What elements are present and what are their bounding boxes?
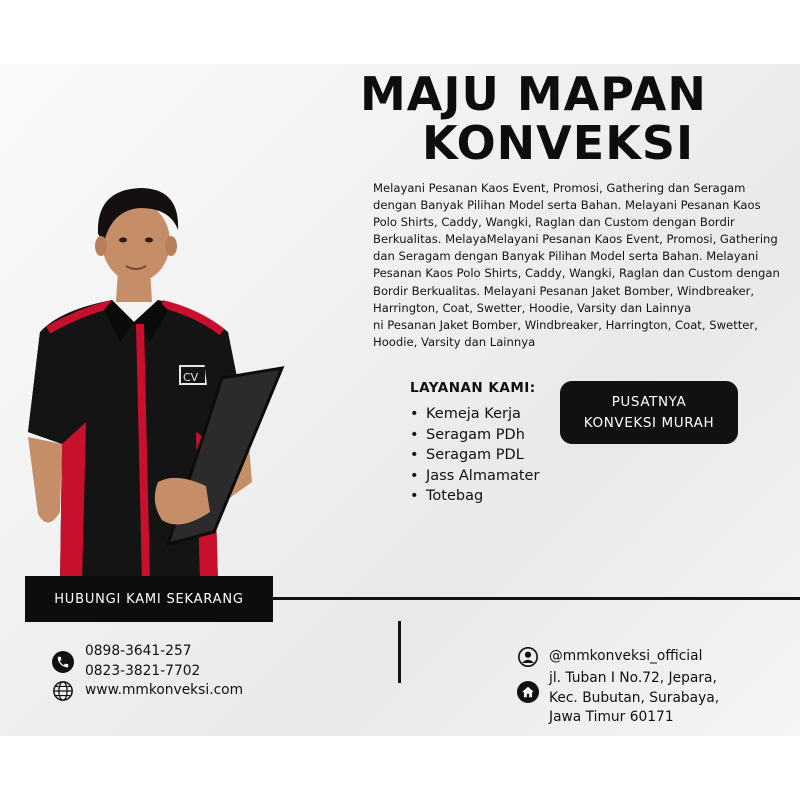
address-contact: [517, 669, 719, 728]
service-item: [410, 445, 539, 466]
poster: [0, 64, 800, 736]
instagram-handle[interactable]: @mmkonveksi_official: [549, 648, 703, 665]
user-icon: [517, 646, 539, 668]
instagram-contact: [517, 646, 702, 668]
website-link[interactable]: www.mmkonveksi.com: [85, 682, 244, 699]
service-list: [410, 404, 539, 507]
service-item: [410, 404, 539, 425]
description-line: ni Pesanan Jaket Bomber, Windbreaker, Harrington, Coat, Swetter,: [373, 317, 758, 332]
description-line: Polo Shirts, Caddy, Wangki, Raglan dan Custom dengan Bordir: [373, 215, 735, 230]
description-line: dan Seragam dengan Banyak Pilihan Model serta Bahan. Melayani: [373, 249, 759, 264]
tagline-badge: [560, 381, 738, 444]
service-item-label: Seragam PDL: [426, 447, 524, 463]
bullet-icon: •: [410, 447, 419, 463]
description-line: dengan Banyak Pilihan Model serta Bahan. Melayani Pesanan Kaos: [373, 198, 761, 213]
bullet-icon: •: [410, 467, 419, 484]
divider-horizontal: [273, 597, 800, 600]
service-item-label: Kemeja Kerja: [426, 406, 521, 422]
service-item: [410, 425, 539, 446]
service-item-label: Jass Almamater: [426, 467, 540, 484]
description-line: Melayani Pesanan Kaos Event, Promosi, Gathering dan Seragam: [373, 181, 746, 195]
svg-text:CV: CV: [183, 371, 199, 384]
model-illustration: [0, 182, 300, 582]
bullet-icon: •: [410, 406, 419, 422]
address-line: Jawa Timur 60171: [549, 709, 674, 725]
description-line: Hoodie, Varsity dan Lainnya: [373, 334, 536, 349]
phone-number-1[interactable]: 0898-3641-257: [85, 643, 192, 659]
phone-number-2[interactable]: 0823-3821-7702: [85, 662, 201, 679]
phone-contact: [52, 642, 200, 681]
description-line: Harrington, Coat, Swetter, Hoodie, Varsity dan Lainnya: [373, 300, 692, 315]
tagline-line1: PUSATNYA: [611, 393, 687, 410]
brand-title-line1: MAJU MAPAN: [360, 67, 707, 121]
address-line: Kec. Bubutan, Surabaya,: [549, 689, 720, 706]
divider-vertical: [398, 621, 401, 683]
description-line: Berkualitas. MelayaMelayani Pesanan Kaos Event, Promosi, Gathering: [373, 232, 778, 247]
home-icon: [517, 681, 539, 703]
phone-icon: [52, 651, 74, 673]
service-item: [410, 466, 539, 487]
brand-title-line2: KONVEKSI: [422, 116, 695, 170]
bullet-icon: •: [410, 488, 419, 504]
description-line: Bordir Berkualitas. Melayani Pesanan Jaket Bomber, Windbreaker,: [373, 283, 755, 298]
contact-us-button[interactable]: HUBUNGI KAMI SEKARANG: [25, 576, 273, 622]
description-line: Pesanan Kaos Polo Shirts, Caddy, Wangki, Raglan dan Custom dengan: [373, 266, 780, 281]
address-line: jl. Tuban I No.72, Jepara,: [549, 670, 717, 686]
globe-icon: [52, 680, 74, 702]
service-item-label: Totebag: [426, 488, 484, 504]
services-heading: LAYANAN KAMI:: [410, 380, 536, 396]
tagline-line2: KONVEKSI MURAH: [583, 414, 715, 431]
bullet-icon: •: [410, 426, 419, 443]
service-item-label: Seragam PDh: [426, 426, 525, 443]
service-item: [410, 486, 539, 507]
description: [373, 180, 800, 351]
website-contact: [52, 680, 243, 702]
